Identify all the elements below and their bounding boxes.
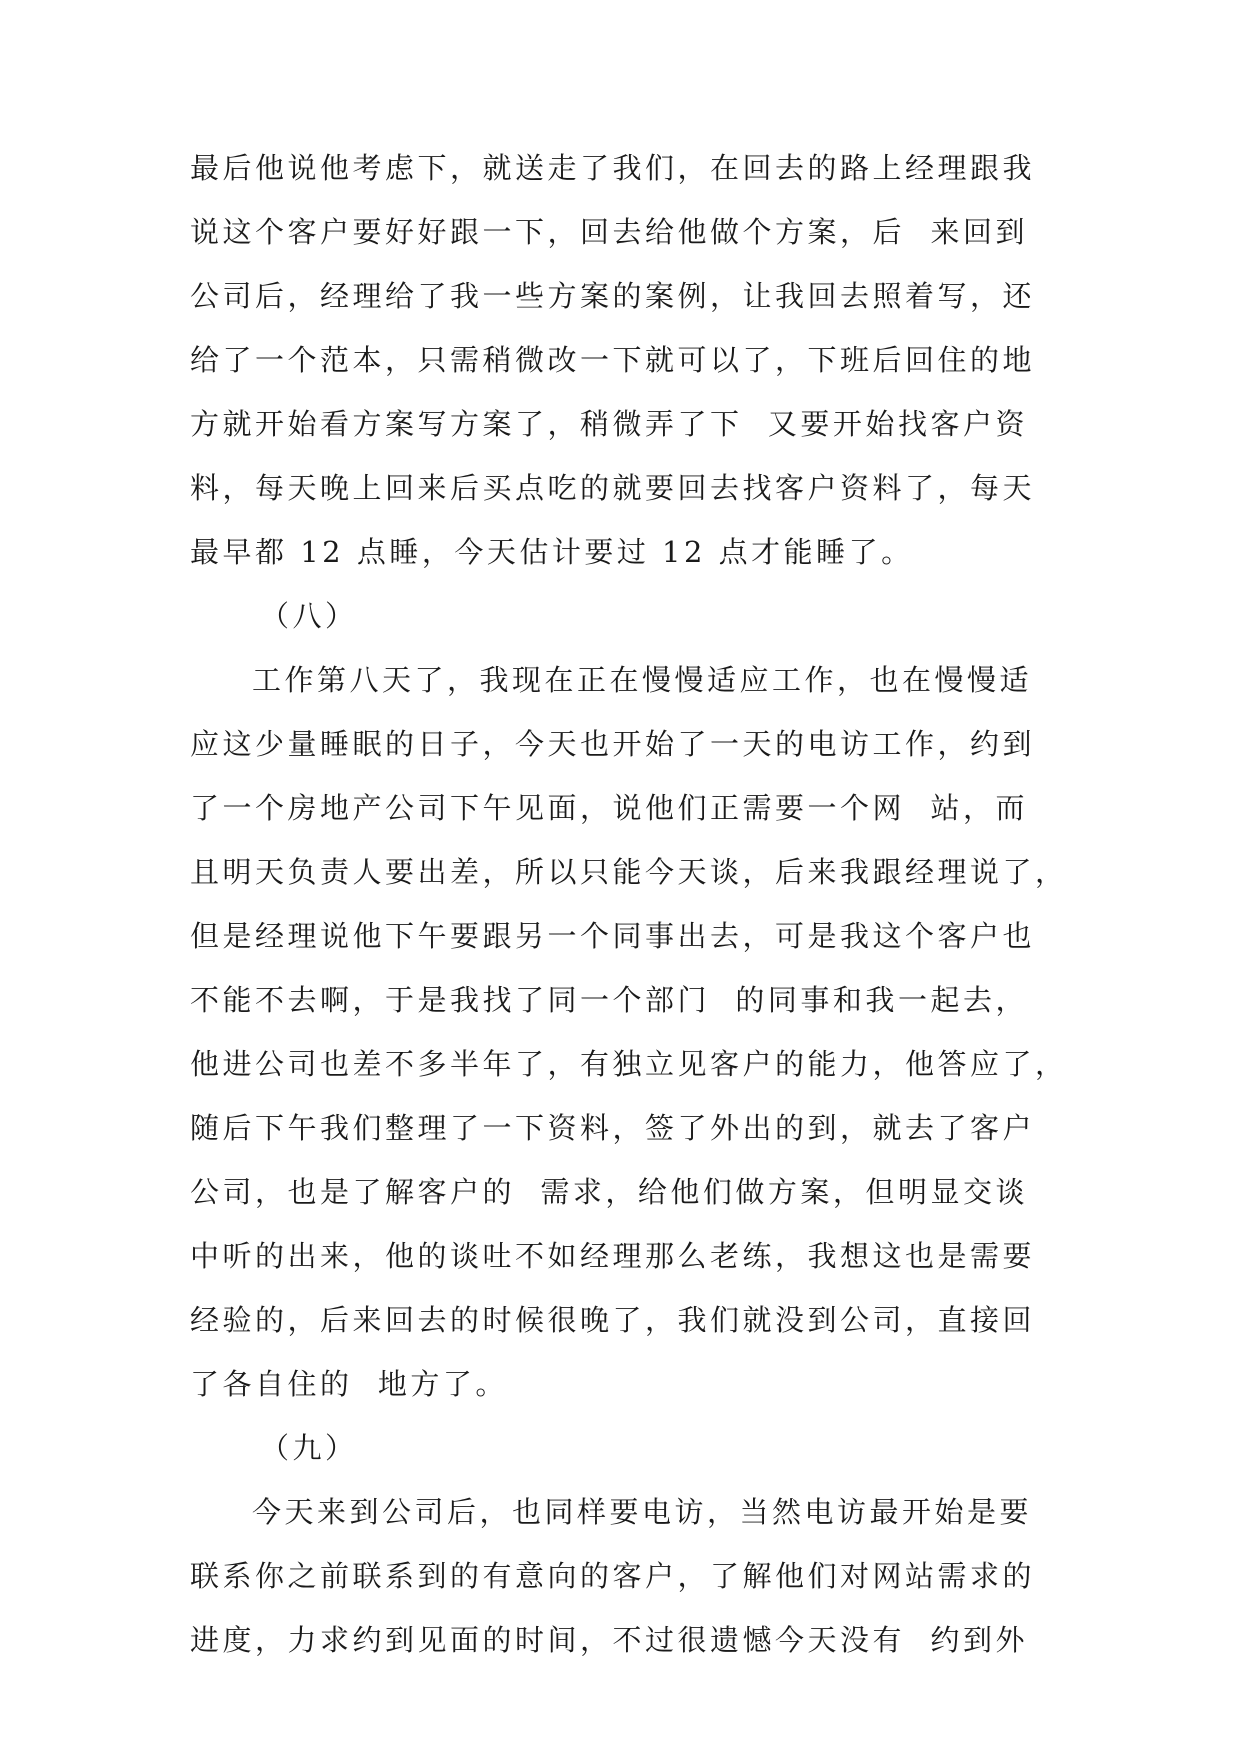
paragraph-continued <box>190 136 1070 584</box>
text-line: 公司后，经理给了我一些方案的案例，让我回去照着写，还 <box>190 279 1036 313</box>
text-line: 最后他说他考虑下，就送走了我们，在回去的路上经理跟我 <box>190 151 1036 185</box>
text-line: 方就开始看方案写方案了，稍微弄了下 又要开始找客户资 <box>190 407 1028 441</box>
text-line: 了一个房地产公司下午见面，说他们正需要一个网 站，而 <box>190 791 1028 825</box>
text-line: 料，每天晚上回来后买点吃的就要回去找客户资料了，每天 <box>190 471 1036 505</box>
text-line: 不能不去啊，于是我找了同一个部门 的同事和我一起去， <box>190 983 1028 1017</box>
text-line: 随后下午我们整理了一下资料，签了外出的到，就去了客户 <box>190 1111 1036 1145</box>
text-line: 了各自住的 地方了。 <box>190 1367 508 1401</box>
text-line: 最早都 12 点睡，今天估计要过 12 点才能睡了。 <box>190 535 914 569</box>
text-line: 应这少量睡眠的日子，今天也开始了一天的电访工作，约到 <box>190 727 1036 761</box>
text-line: 工作第八天了，我现在正在慢慢适应工作，也在慢慢适 <box>252 663 1033 697</box>
text-line: 说这个客户要好好跟一下，回去给他做个方案，后 来回到 <box>190 215 1028 249</box>
text-line: 今天来到公司后，也同样要电访，当然电访最开始是要 <box>252 1495 1033 1529</box>
text-line: 联系你之前联系到的有意向的客户，了解他们对网站需求的 <box>190 1559 1036 1593</box>
text-line: 经验的，后来回去的时候很晚了，我们就没到公司，直接回 <box>190 1303 1036 1337</box>
text-line: 中听的出来，他的谈吐不如经理那么老练，我想这也是需要 <box>190 1239 1036 1273</box>
text-line: 但是经理说他下午要跟另一个同事出去，可是我这个客户也 <box>190 919 1036 953</box>
text-line: 他进公司也差不多半年了，有独立见客户的能力，他答应了， <box>190 1047 1068 1081</box>
paragraph-day-8 <box>190 648 1070 1416</box>
section-heading-9: （九） <box>260 1431 358 1465</box>
document-body <box>190 136 1070 1672</box>
text-line: 且明天负责人要出差，所以只能今天谈，后来我跟经理说了， <box>190 855 1068 889</box>
text-line: 给了一个范本，只需稍微改一下就可以了，下班后回住的地 <box>190 343 1036 377</box>
section-heading-8: （八） <box>260 599 358 633</box>
paragraph-day-9 <box>190 1480 1070 1672</box>
text-line: 进度，力求约到见面的时间，不过很遗憾今天没有 约到外 <box>190 1623 1028 1657</box>
text-line: 公司，也是了解客户的 需求，给他们做方案，但明显交谈 <box>190 1175 1028 1209</box>
